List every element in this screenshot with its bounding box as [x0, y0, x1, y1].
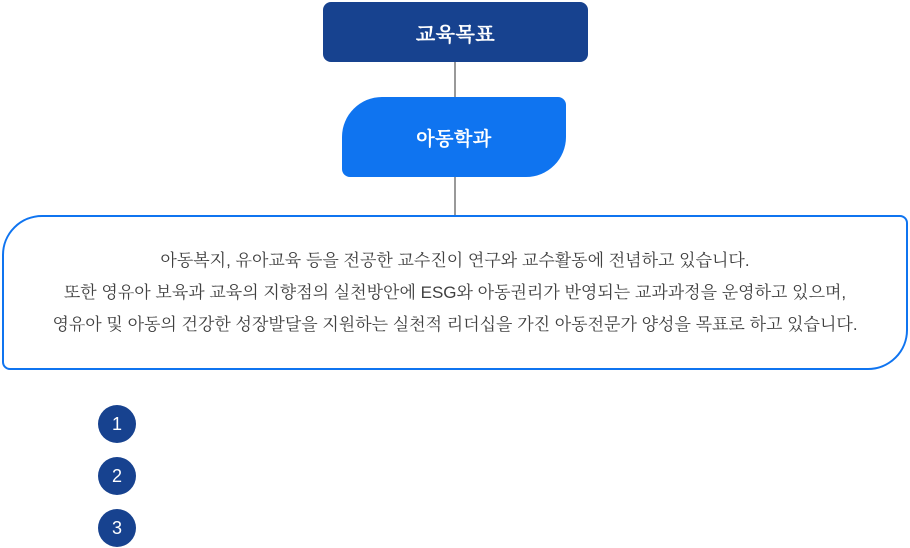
goal-title-box	[323, 2, 588, 62]
description-box	[2, 215, 908, 370]
list-marker-1: 1	[98, 405, 136, 443]
goal-title-label: 교육목표	[415, 23, 496, 46]
department-box	[342, 97, 566, 177]
connector-line-bottom	[454, 177, 456, 215]
description-line: 영유아 및 아동의 건강한 성장발달을 지원하는 실천적 리더십을 가진 아동전문가 양성을 목표로 하고 있습니다.	[52, 314, 858, 334]
description-line: 아동복지, 유아교육 등을 전공한 교수진이 연구와 교수활동에 전념하고 있습니다.	[160, 250, 750, 270]
numbered-marker-list	[98, 405, 136, 547]
connector-line-top	[454, 62, 456, 97]
description-line: 또한 영유아 보육과 교육의 지향점의 실천방안에 ESG와 아동권리가 반영되는 교과과정을 운영하고 있으며,	[63, 282, 847, 302]
list-marker-3: 3	[98, 509, 136, 547]
department-label: 아동학과	[416, 128, 492, 150]
list-marker-2: 2	[98, 457, 136, 495]
